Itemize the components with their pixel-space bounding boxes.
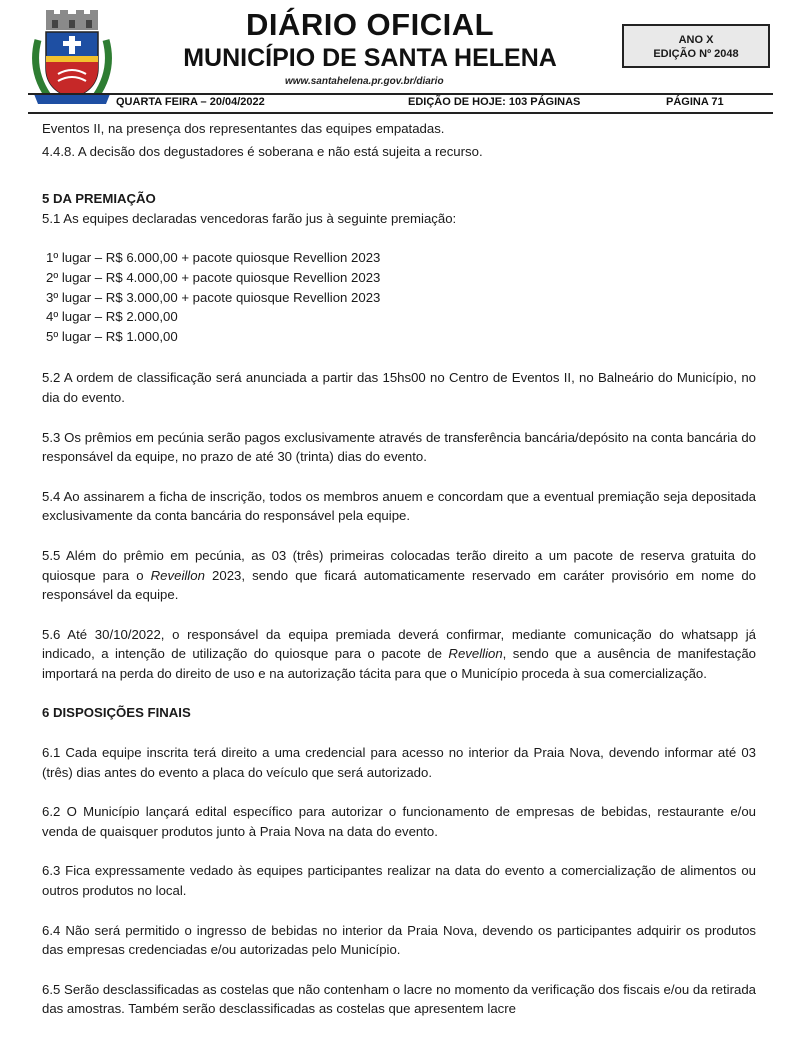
paragraph-6-3: 6.3 Fica expressamente vedado às equipes participantes realizar na data do evento a comercialização de alimentos ou outros produtos no local.	[42, 863, 756, 899]
paragraph-5-6-text-a: 5.6 Até 30/10/2022, o responsável da equipa premiada deverá confirmar, mediante comunicação do whatsapp já indicado, a intenção de utilização do quiosque para o pacote de	[42, 626, 756, 662]
paragraph-5-6	[42, 625, 756, 684]
edition-box	[622, 24, 770, 68]
paragraph-5-5-emphasis: Reveillon	[150, 567, 205, 583]
paragraph-6-1: 6.1 Cada equipe inscrita terá direito a uma credencial para acesso no interior da Praia Nova, devendo informar até 03 (três) dias antes do evento a placa do veículo que será autorizado.	[42, 745, 756, 780]
year-label: ANO X	[678, 34, 714, 46]
website-link[interactable]: www.santahelena.pr.gov.br/diario	[285, 76, 444, 87]
document-body	[42, 119, 756, 1019]
paragraph-continuation: Eventos II, na presença dos representantes das equipes empatadas.	[42, 121, 445, 136]
paragraph-5-5-text-a: 5.5 Além do prêmio em pecúnia, as 03 (três) primeiras colocadas terão direito a um pacote de reserva gratuita do quiosque para o	[42, 547, 756, 583]
prize-item: 4º lugar – R$ 2.000,00	[46, 309, 178, 325]
paragraph-5-4: 5.4 Ao assinarem a ficha de inscrição, todos os membros anuem e concordam que a eventual premiação seja depositada exclusivamente da conta bancária do responsável pela equipe.	[42, 488, 756, 524]
municipality-title: MUNICÍPIO DE SANTA HELENA	[183, 44, 557, 72]
edition-label: EDIÇÃO Nº 2048	[653, 48, 739, 60]
paragraph-6-2: 6.2 O Município lançará edital específico para autorizar o funcionamento de empresas de bebidas, restaurante e/ou venda de quaisquer produtos junto à Praia Nova na data do evento.	[42, 804, 756, 839]
pages-today: EDIÇÃO DE HOJE: 103 PÁGINAS	[408, 96, 581, 108]
paragraph-6-5: 6.5 Serão desclassificadas as costelas que não contenham o lacre no momento da verificação dos fiscais e/ou da retirada das amostras. Também serão desclassificadas as costelas que apresentem lacre	[42, 981, 756, 1017]
prize-item: 3º lugar – R$ 3.000,00 + pacote quiosque Revellion 2023	[46, 289, 381, 305]
prize-item: 2º lugar – R$ 4.000,00 + pacote quiosque Revellion 2023	[46, 269, 381, 285]
paragraph-5-3: 5.3 Os prêmios em pecúnia serão pagos exclusivamente através de transferência bancária/depósito na conta bancária do responsável da equipe, no prazo de até 30 (trinta) dias do evento.	[42, 429, 756, 465]
paragraph-5-6-emphasis: Revellion	[448, 646, 503, 662]
paragraph-4-4-8: 4.4.8. A decisão dos degustadores é soberana e não está sujeita a recurso.	[42, 143, 483, 159]
prize-item: 1º lugar – R$ 6.000,00 + pacote quiosque Revellion 2023	[46, 250, 381, 266]
paragraph-5-5-text-b: 2023, sendo que ficará automaticamente reservado em caráter provisório em nome do responsável da equipe.	[42, 567, 756, 603]
header-top-rule	[28, 93, 773, 95]
prize-item: 5º lugar – R$ 1.000,00	[46, 328, 178, 344]
newspaper-title: DIÁRIO OFICIAL	[245, 7, 495, 42]
section-heading-5: 5 DA PREMIAÇÃO	[42, 191, 156, 207]
page-header	[0, 0, 800, 118]
page-number: PÁGINA 71	[666, 96, 724, 108]
header-bottom-rule	[28, 112, 773, 114]
paragraph-5-1: 5.1 As equipes declaradas vencedoras farão jus à seguinte premiação:	[42, 210, 457, 226]
section-heading-6: 6 DISPOSIÇÕES FINAIS	[42, 705, 191, 721]
info-bar	[0, 96, 800, 110]
issue-date: QUARTA FEIRA – 20/04/2022	[116, 96, 265, 108]
paragraph-5-2: 5.2 A ordem de classificação será anunciada a partir das 15hs00 no Centro de Eventos II, no Balneário do Município, no dia do evento.	[42, 370, 756, 405]
paragraph-5-6-text-b: , sendo que a ausência de manifestação importará na perda do direito de uso e na autorização tácita para que o Município proceda à sua comercialização.	[42, 646, 757, 681]
prize-list	[42, 248, 756, 346]
paragraph-5-5	[42, 546, 756, 605]
paragraph-6-4: 6.4 Não será permitido o ingresso de bebidas no interior da Praia Nova, devendo os participantes adquirir os produtos das empresas credenciadas e/ou autorizadas pelo Município.	[42, 922, 756, 958]
